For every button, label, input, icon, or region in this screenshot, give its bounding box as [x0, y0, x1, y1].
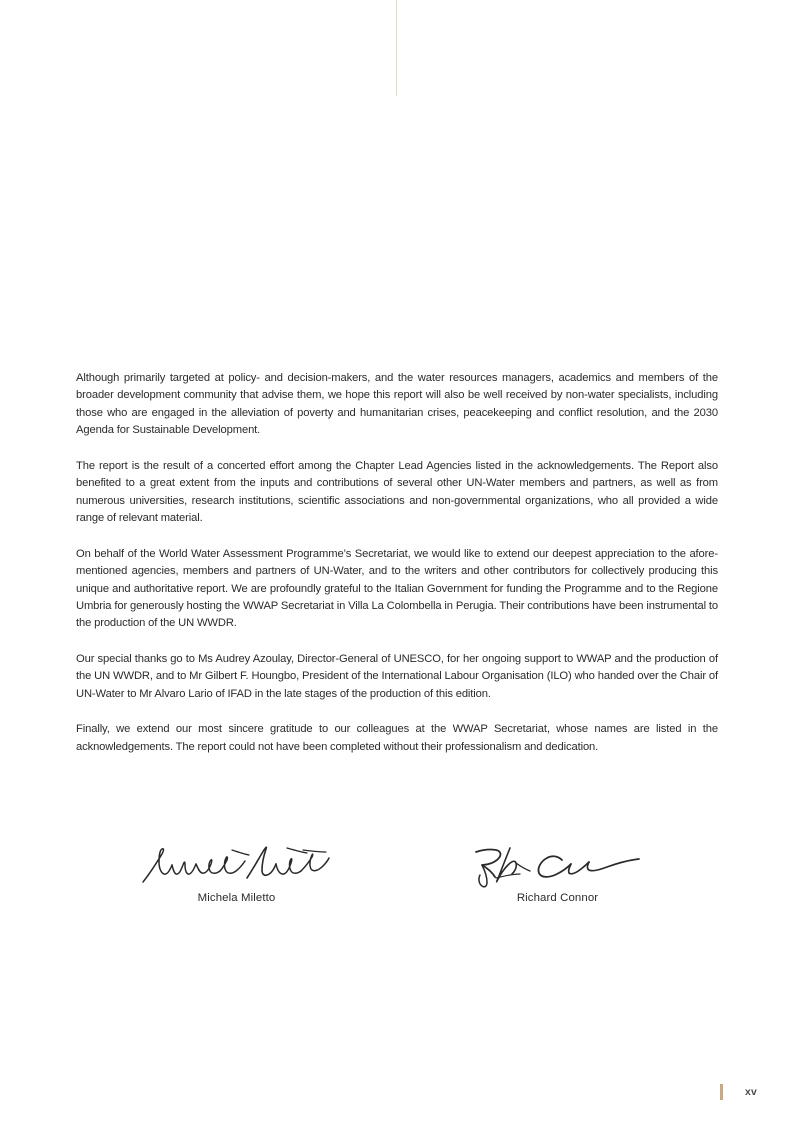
page-footer [720, 1084, 757, 1100]
paragraph: Although primarily targeted at policy- and decision-makers, and the water resources managers, academics and members of the broader development community that advise them, we hope this report will also be well received by non-water specialists, including those who are engaged in the alleviation of poverty and humanitarian crises, peacekeeping and conflict resolution, and the 2030 Agenda for Sustainable Development. [76, 372, 718, 437]
handwritten-signature-icon [458, 838, 658, 890]
page-number: xv [745, 1086, 757, 1098]
handwritten-signature-icon [137, 838, 337, 890]
paragraph: On behalf of the World Water Assessment Programme’s Secretariat, we would like to extend our deepest appreciation to the afore-mentioned agencies, members and partners of UN-Water, and to the writers and other contributors for collectively producing this unique and authoritative report. We are profoundly grateful to the Italian Government for funding the Programme and to the Regione Umbria for generously hosting the WWAP Secretariat in Villa La Colombella in Perugia. Their contributions have been instrumental to the production of the UN WWDR. [76, 547, 718, 630]
signature-name: Michela Miletto [197, 892, 276, 904]
footer-accent-bar-icon [720, 1084, 723, 1100]
body-text-column [76, 370, 718, 756]
paragraph: Our special thanks go to Ms Audrey Azoulay, Director-General of UNESCO, for her ongoing support to WWAP and the production of the UN WWDR, and to Mr Gilbert F. Houngbo, President of the International Labour Organisation (ILO) who handed over the Chair of UN-Water to Mr Alvaro Lario of IFAD in the late stages of the production of this edition. [76, 652, 718, 700]
paragraph: The report is the result of a concerted effort among the Chapter Lead Agencies listed in the acknowledgements. The Report also benefited to a great extent from the inputs and contributions of several other UN-Water members and partners, as well as from numerous universities, research institutions, scientific associations and non-governmental organizations, who all provided a wide range of relevant material. [76, 459, 718, 525]
signature-block [76, 838, 718, 905]
paragraph: Finally, we extend our most sincere gratitude to our colleagues at the WWAP Secretariat, whose names are listed in the acknowledgements. The report could not have been completed without their professionalism and dedication. [76, 723, 718, 753]
signature-cell [397, 838, 718, 905]
top-decorative-rule [396, 0, 397, 96]
signature-cell [76, 838, 397, 905]
signature-name: Richard Connor [516, 892, 599, 904]
